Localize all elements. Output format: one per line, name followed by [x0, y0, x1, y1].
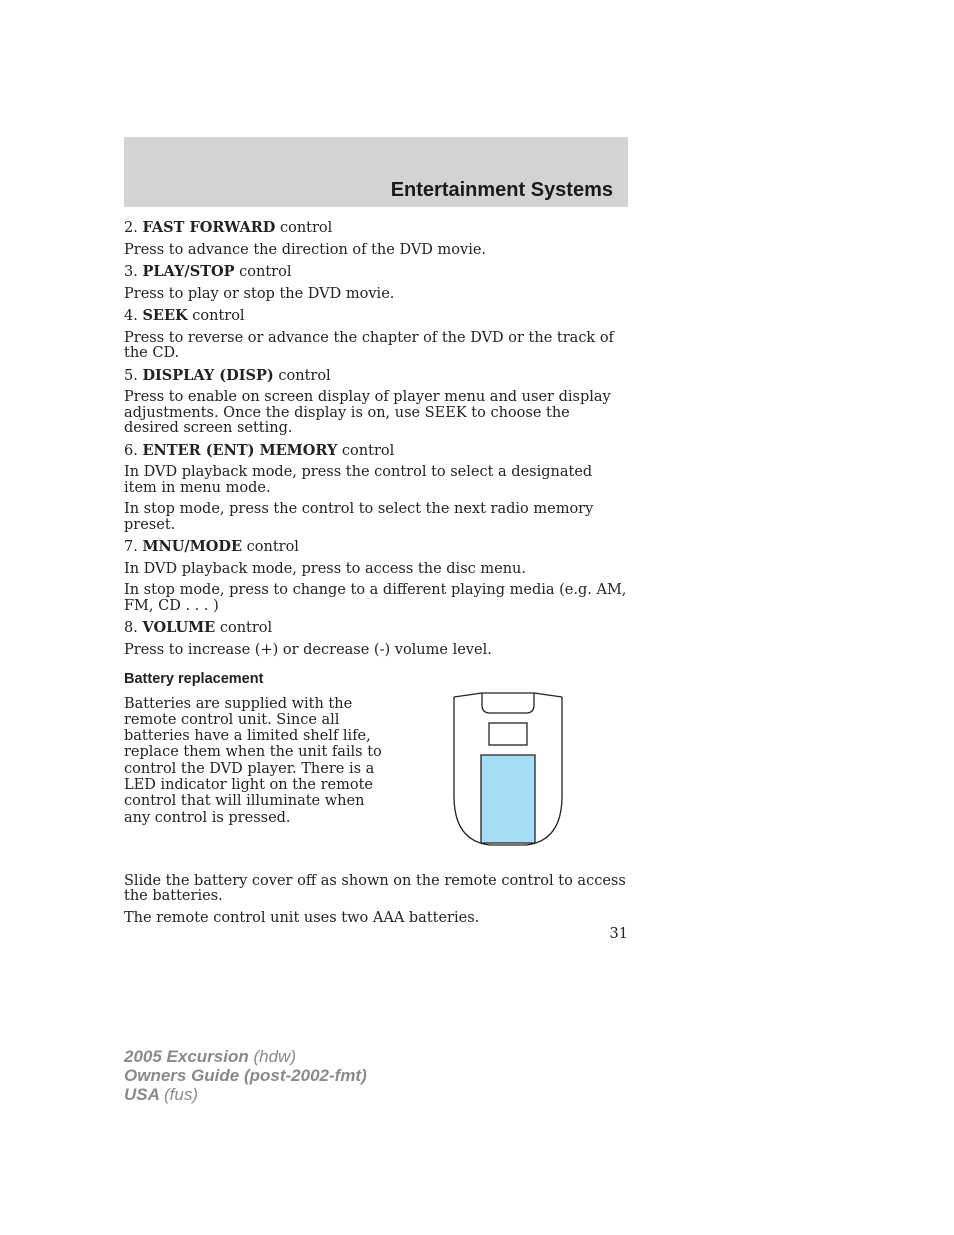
control-heading: 3. PLAY/STOP control: [124, 263, 292, 280]
control-heading: 8. VOLUME control: [124, 619, 273, 636]
control-heading: 7. MNU/MODE control: [124, 538, 299, 555]
page-number: 31: [609, 926, 628, 942]
control-description: Press to enable on screen display of player menu and user display adjustments. Once the display is on, use SEEK to choose the desired screen setting.: [124, 389, 611, 436]
section-title: Entertainment Systems: [390, 179, 613, 201]
control-description: In stop mode, press the control to select the next radio memory preset.: [124, 501, 594, 533]
document-footer: [124, 1047, 367, 1104]
battery-type-note: The remote control unit uses two AAA batteries.: [124, 909, 480, 926]
section-header-bar: [124, 137, 628, 207]
footer-line-region: USA (fus): [124, 1085, 198, 1104]
control-description: In DVD playback mode, press the control to select a designated item in menu mode.: [124, 464, 593, 496]
battery-cover: [481, 755, 535, 843]
control-heading: 2. FAST FORWARD control: [124, 219, 333, 236]
remote-top-cap: [482, 693, 534, 713]
control-list: [124, 220, 628, 658]
control-item-display: [124, 368, 628, 437]
control-item-volume: [124, 620, 628, 658]
control-description: Press to play or stop the DVD movie.: [124, 285, 395, 302]
control-description: Press to reverse or advance the chapter of the DVD or the track of the CD.: [124, 329, 614, 361]
remote-control-illustration: [452, 691, 564, 847]
control-item-enter-memory: [124, 443, 628, 534]
control-heading: 4. SEEK control: [124, 307, 245, 324]
control-item-play-stop: [124, 264, 628, 302]
control-description: Press to advance the direction of the DVD movie.: [124, 241, 487, 258]
control-heading: 5. DISPLAY (DISP) control: [124, 366, 331, 384]
footer-line-model: 2005 Excursion (hdw): [124, 1047, 296, 1066]
led-indicator-window: [489, 723, 527, 745]
battery-heading: Battery replacement: [124, 671, 264, 687]
control-item-seek: [124, 308, 628, 362]
control-description: Press to increase (+) or decrease (-) volume level.: [124, 641, 492, 658]
control-description: In stop mode, press to change to a different playing media (e.g. AM, FM, CD . . . ): [124, 582, 627, 614]
control-description: In DVD playback mode, press to access the disc menu.: [124, 560, 526, 577]
control-item-menu-mode: [124, 539, 628, 614]
page-content: [124, 220, 628, 932]
control-item-fast-forward: [124, 220, 628, 258]
battery-section: [124, 696, 628, 874]
control-heading: 6. ENTER (ENT) MEMORY control: [124, 441, 395, 459]
battery-instruction: Slide the battery cover off as shown on the remote control to access the batteries.: [124, 872, 626, 904]
footer-line-guide: Owners Guide (post-2002-fmt): [124, 1066, 367, 1085]
battery-intro: Batteries are supplied with the remote control unit. Since all batteries have a limited shelf life, replace them when the unit fails to control the DVD player. There is a LED indicator light on the remote control that will illuminate when any control is pressed.: [124, 695, 382, 826]
